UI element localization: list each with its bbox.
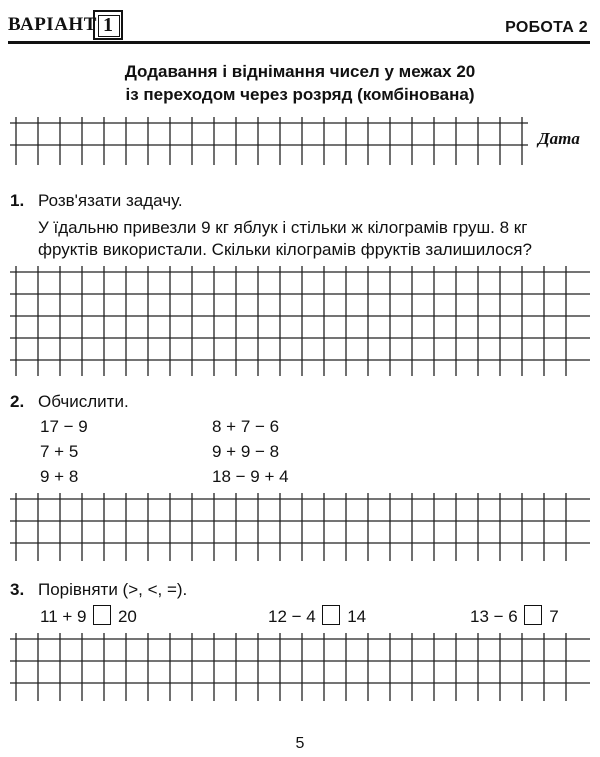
comparison-right: 14 [347,607,367,626]
comparison-answer-box[interactable] [524,605,542,625]
task-2-number: 2. [10,392,25,411]
task-1-instruction: Розв'язати задачу. [38,191,183,210]
task-3-answer-grid[interactable] [10,633,590,701]
comparison-item [470,605,559,627]
task-2-expression: 9 + 8 [40,467,79,486]
comparison-left: 12 − 4 [268,607,316,626]
task-1-problem-line-2: фруктів використали. Скільки кілограмів фруктів залишилося? [38,240,532,259]
comparison-left: 13 − 6 [470,607,518,626]
comparison-right: 20 [117,607,137,626]
task-1-answer-grid[interactable] [10,266,590,376]
task-2-answer-grid[interactable] [10,493,590,561]
work-label: РОБОТА 2 [505,19,588,36]
page-title-line-2: із переходом через розряд (комбінована) [125,85,475,104]
header-divider [8,41,590,44]
comparison-right: 7 [549,607,559,626]
comparison-item [40,605,137,627]
task-2-expression: 18 − 9 + 4 [212,467,289,486]
task-2-expression: 8 + 7 − 6 [212,417,280,436]
task-3-number: 3. [10,580,25,599]
task-2-expression: 17 − 9 [40,417,88,436]
task-2-expression: 7 + 5 [40,442,79,461]
variant-label: ВАРІАНТ [8,14,97,35]
variant-number: 1 [93,10,123,40]
comparison-item [268,605,366,627]
task-1-number: 1. [10,191,25,210]
task-2-instruction: Обчислити. [38,392,129,411]
date-label: Дата [538,129,580,148]
task-1-problem-line-1: У їдальню привезли 9 кг яблук і стільки ж кілограмів груш. 8 кг [38,218,528,237]
comparison-left: 11 + 9 [40,607,87,626]
page-number: 5 [295,735,305,752]
task-2-expression: 9 + 9 − 8 [212,442,280,461]
task-3-instruction: Порівняти (>, <, =). [38,580,188,599]
page-title-line-1: Додавання і віднімання чисел у межах 20 [124,62,476,81]
comparison-answer-box[interactable] [322,605,340,625]
date-grid[interactable] [10,117,528,165]
comparison-answer-box[interactable] [93,605,111,625]
